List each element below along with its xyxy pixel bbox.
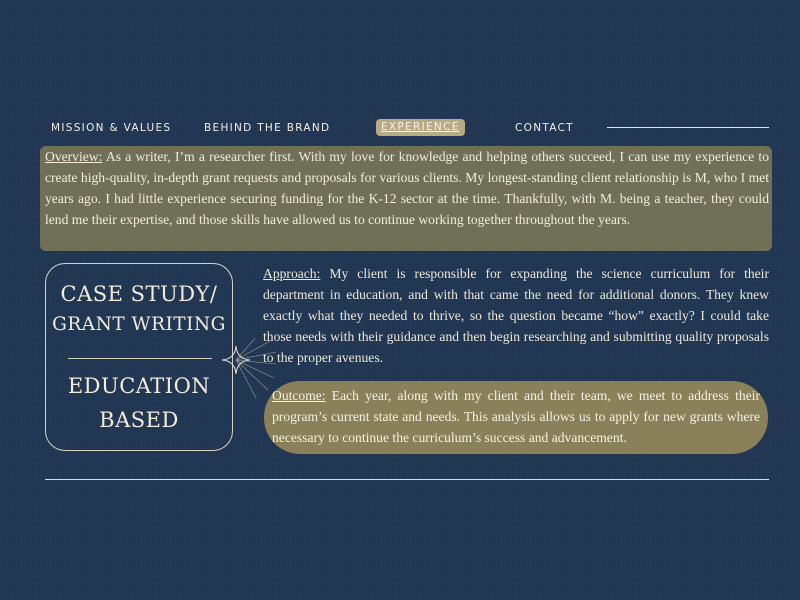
top-nav	[0, 120, 800, 136]
nav-divider-line	[607, 127, 769, 128]
overview-paragraph	[45, 147, 769, 231]
overview-body: As a writer, I’m a researcher first. With my love for knowledge and helping others succeed, I can use my experience to create high-quality, in-depth grant requests and proposals for various clients. My longest-standing client relationship is M, who I met years ago. I had little experience securing funding for the K-12 sector at the time. Thankfully, with M. being a teacher, they could lend me their expertise, and those skills have allowed us to continue working together throughout the years.	[45, 149, 769, 227]
card-divider	[68, 358, 212, 359]
outcome-paragraph	[272, 386, 760, 449]
card-subtitle-line2: BASED	[99, 408, 179, 432]
nav-behind-the-brand[interactable]: BEHIND THE BRAND	[204, 122, 331, 134]
outcome-body: Each year, along with my client and their team, we meet to address their program’s current state and needs. This analysis allows us to apply for new grants where necessary to continue the curriculum’s success and advancement.	[272, 388, 760, 445]
card-title-line1: CASE STUDY/	[60, 282, 218, 306]
overview-label: Overview:	[45, 149, 103, 164]
approach-body: My client is responsible for expanding the science curriculum for their department in education, and with that came the need for additional donors. They knew exactly what they needed to thrive, so the question became “how” exactly? I could take those needs with their guidance and then begin researching and submitting quality proposals to the proper avenues.	[263, 266, 769, 365]
approach-paragraph	[263, 264, 769, 369]
case-study-card	[45, 263, 233, 451]
nav-experience[interactable]: EXPERIENCE	[376, 119, 465, 136]
nav-mission-values[interactable]: MISSION & VALUES	[51, 122, 172, 134]
card-title-line2: GRANT WRITING	[52, 314, 226, 335]
outcome-label: Outcome:	[272, 388, 326, 403]
card-subtitle-line1: EDUCATION	[67, 374, 211, 398]
bottom-divider-line	[45, 479, 769, 480]
nav-contact[interactable]: CONTACT	[515, 122, 574, 134]
approach-label: Approach:	[263, 266, 321, 281]
